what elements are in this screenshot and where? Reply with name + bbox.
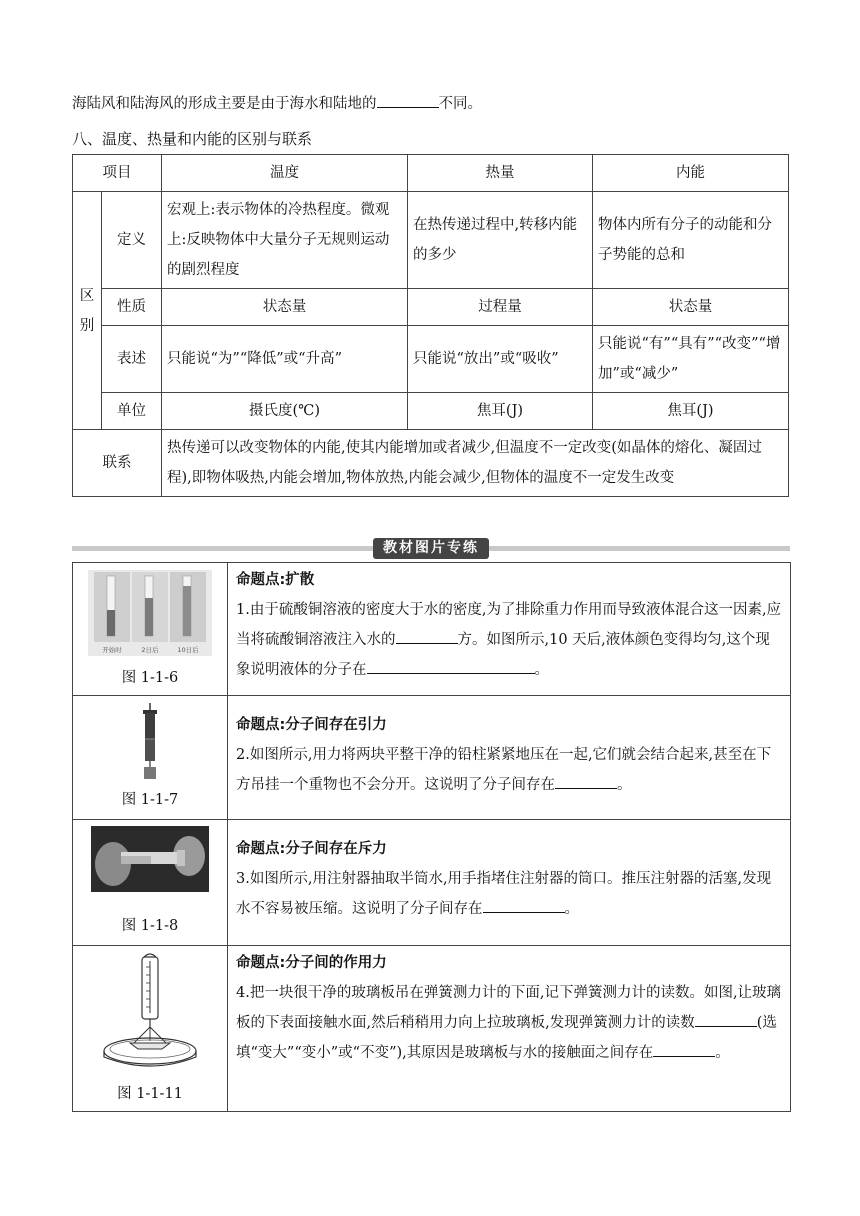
answer-blank[interactable] (377, 92, 439, 108)
figure-cell-2 (73, 696, 228, 820)
figure-caption: 图 1-1-7 (121, 792, 179, 808)
question-text (236, 864, 784, 924)
banner-title: 教材图片专练 (373, 538, 489, 559)
exercise-table (72, 562, 791, 1112)
row-label-unit: 单位 (102, 393, 162, 430)
row-label-nature: 性质 (102, 289, 162, 326)
cell-expression-heat: 只能说“放出”或“吸收” (408, 326, 593, 393)
difference-group-label (73, 192, 102, 430)
question-text (236, 595, 784, 685)
section-title: 八、温度、热量和内能的区别与联系 (72, 130, 313, 148)
question-cell-3 (228, 820, 791, 946)
answer-blank[interactable] (483, 897, 565, 913)
cell-unit-heat: 焦耳(J) (408, 393, 593, 430)
question-text-part: 方。如图所示,10 天后,液体颜色变得均匀,这个现象说明液体的分子在 (236, 632, 770, 678)
comparison-table (72, 154, 789, 497)
row-label-definition: 定义 (102, 192, 162, 289)
figure-caption: 图 1-1-6 (121, 670, 179, 686)
photo-label-day2: 2日后 (141, 646, 159, 654)
topic-label: 命题点:分子间存在斥力 (236, 841, 387, 857)
figure-cell-3 (73, 820, 228, 946)
question-text (236, 740, 784, 800)
group-label-char-1: 区 (79, 287, 95, 304)
question-text (236, 978, 784, 1068)
section-banner (72, 538, 790, 558)
table-header-row (73, 155, 789, 192)
answer-blank[interactable] (367, 658, 535, 674)
photo-label-day10: 10日后 (177, 646, 199, 654)
cell-definition-heat: 在热传递过程中,转移内能的多少 (408, 192, 593, 289)
question-cell-4 (228, 946, 791, 1112)
answer-blank[interactable] (555, 773, 617, 789)
question-text-part: 2.如图所示,用力将两块平整干净的铅柱紧紧地压在一起,它们就会结合起来,甚至在下方吊挂一个重物也不会分开。这说明了分子间存在 (236, 747, 772, 793)
cell-unit-temperature: 摄氏度(℃) (162, 393, 408, 430)
cell-definition-internal-energy: 物体内所有分子的动能和分子势能的总和 (593, 192, 789, 289)
photo-label-start: 开始时 (102, 646, 122, 654)
question-text-part: 。 (617, 777, 632, 793)
header-temperature: 温度 (162, 155, 408, 192)
question-text-part: 3.如图所示,用注射器抽取半筒水,用手指堵住注射器的筒口。推压注射器的活塞,发现水不容易被压缩。这说明了分子间存在 (236, 871, 772, 917)
figure-cell-4 (73, 946, 228, 1112)
cell-definition-temperature: 宏观上:表示物体的冷热程度。微观上:反映物体中大量分子无规则运动的剧烈程度 (162, 192, 408, 289)
exercise-row-1 (73, 563, 791, 696)
table-row-expression (73, 326, 789, 393)
exercise-row-3 (73, 820, 791, 946)
intro-text-before: 海陆风和陆海风的形成主要是由于海水和陆地的 (72, 96, 377, 112)
cell-expression-internal-energy: 只能说“有”“具有”“改变”“增加”或“减少” (593, 326, 789, 393)
cell-nature-internal-energy: 状态量 (593, 289, 789, 326)
question-text-part: 。 (715, 1045, 730, 1061)
cell-unit-internal-energy: 焦耳(J) (593, 393, 789, 430)
answer-blank[interactable] (396, 628, 458, 644)
group-label-char-2: 别 (79, 317, 95, 334)
cell-expression-temperature: 只能说“为”“降低”或“升高” (162, 326, 408, 393)
answer-blank[interactable] (695, 1011, 757, 1027)
question-cell-2 (228, 696, 791, 820)
row-label-relation: 联系 (73, 430, 162, 497)
cell-relation-text: 热传递可以改变物体的内能,使其内能增加或者减少,但温度不一定改变(如晶体的熔化、凝固过程),即物体吸热,内能会增加,物体放热,内能会减少,但物体的温度不一定发生改变 (162, 430, 789, 497)
question-text-part: 。 (534, 662, 549, 678)
row-label-expression: 表述 (102, 326, 162, 393)
intro-text-after: 不同。 (438, 96, 482, 112)
table-row-nature (73, 289, 789, 326)
answer-blank[interactable] (653, 1041, 715, 1057)
figure-caption: 图 1-1-11 (117, 1086, 183, 1102)
question-text-part: 。 (564, 901, 579, 917)
header-internal-energy: 内能 (593, 155, 789, 192)
table-row-definition (73, 192, 789, 289)
lead-cylinders-image (130, 701, 170, 781)
intro-sentence (72, 92, 482, 115)
table-row-unit (73, 393, 789, 430)
figure-cell-1 (73, 563, 228, 696)
question-cell-1 (228, 563, 791, 696)
question-text-part: 4.把一块很干净的玻璃板吊在弹簧测力计的下面,记下弹簧测力计的读数。如图,让玻璃板的下表面接触水面,然后稍稍用力向上拉玻璃板,发现弹簧测力计的读数 (236, 985, 782, 1031)
topic-label: 命题点:分子间的作用力 (236, 955, 387, 971)
diffusion-tubes-image (88, 570, 212, 656)
exercise-row-2 (73, 696, 791, 820)
header-heat: 热量 (408, 155, 593, 192)
syringe-image (91, 826, 209, 892)
header-item: 项目 (73, 155, 162, 192)
topic-label: 命题点:扩散 (236, 572, 315, 588)
question-text-part: 1.由于硫酸铜溶液的密度大于水的密度,为了排除重力作用而导致液体混合这一因素,应当将硫酸铜溶液注入水的 (236, 602, 782, 648)
figure-caption: 图 1-1-8 (121, 918, 179, 934)
topic-label: 命题点:分子间存在引力 (236, 717, 387, 733)
cell-nature-heat: 过程量 (408, 289, 593, 326)
cell-nature-temperature: 状态量 (162, 289, 408, 326)
table-row-relation (73, 430, 789, 497)
spring-scale-image (100, 951, 200, 1071)
question-text-part: (选填“变大”“变小”或“不变”),其原因是玻璃板与水的接触面之间存在 (236, 1015, 777, 1061)
exercise-row-4 (73, 946, 791, 1112)
